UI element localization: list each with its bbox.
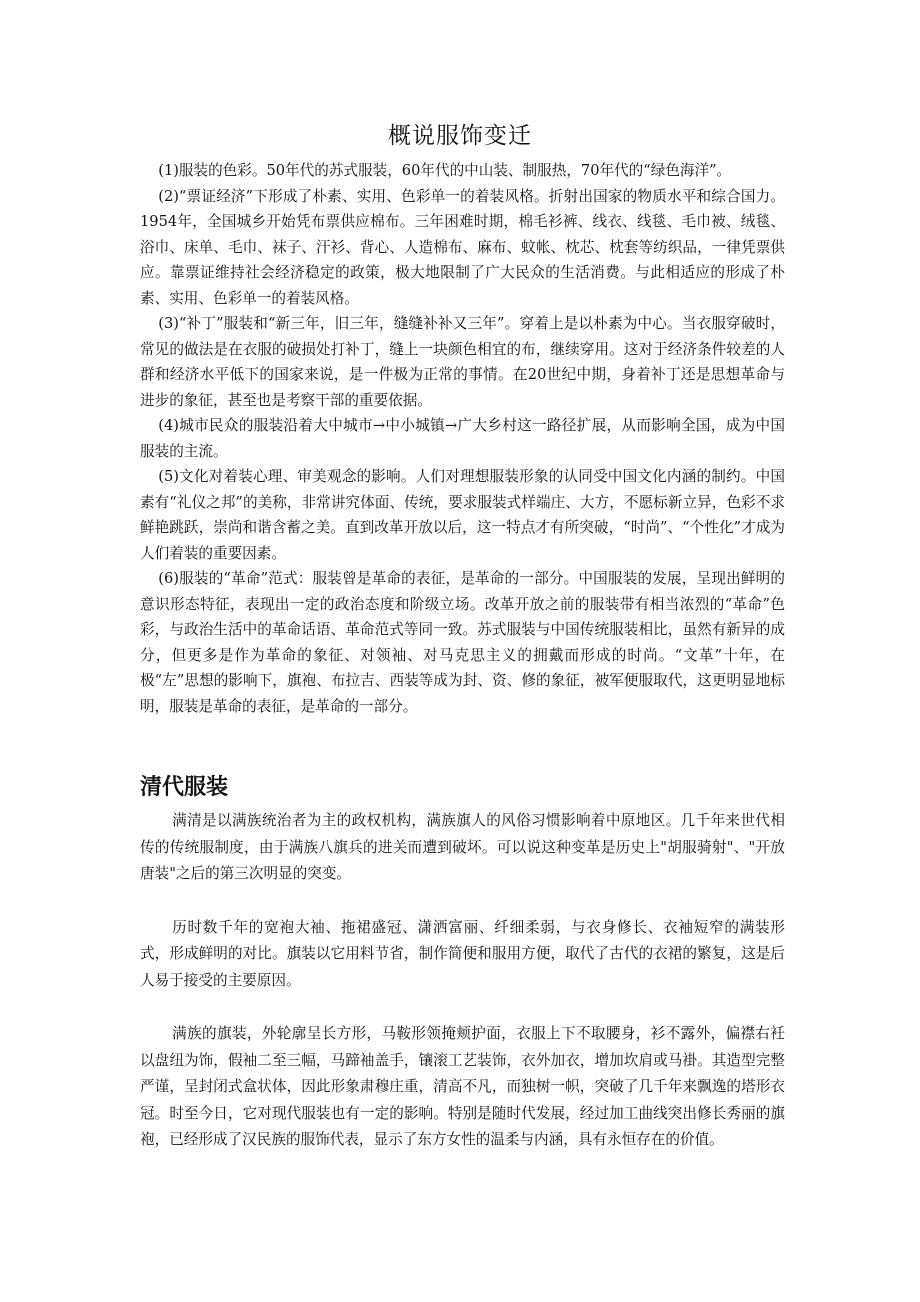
section-qing-dynasty-clothing (140, 808, 785, 1154)
paragraph: (3)“补丁”服装和“新三年，旧三年，缝缝补补又三年”。穿着上是以朴素为中心。当衣服穿破时，常见的做法是在衣服的破损处打补丁，缝上一块颜色相宜的布，继续穿用。这对于经济条件较差的人群和经济水平低下的国家来说，是一件极为正常的事情。在20世纪中期，身着补丁还是思想革命与进步的象征，甚至也是考察干部的重要依据。 (140, 315, 785, 409)
paragraph-gap (140, 994, 785, 1021)
paragraph: (5)文化对着装心理、审美观念的影响。人们对理想服装形象的认同受中国文化内涵的制约。中国素有“礼仪之邦”的美称，非常讲究体面、传统，要求服装式样端庄、大方，不愿标新立异，色彩不求鲜艳跳跃，崇尚和谐含蓄之美。直到改革开放以后，这一特点才有所突破，“时尚”、“个性化”才成为人们着装的重要因素。 (140, 468, 785, 562)
document-title: 概说服饰变迁 (388, 123, 532, 149)
paragraph: 历时数千年的宽袍大袖、拖裙盛冠、潇洒富丽、纤细柔弱，与衣身修长、衣袖短窄的满装形式，形成鲜明的对比。旗装以它用料节省，制作简便和服用方便，取代了古代的衣裙的繁复，这是后人易于接受的主要原因。 (140, 918, 785, 989)
paragraph: (4)城市民众的服装沿着大中城市→中小城镇→广大乡村这一路径扩展，从而影响全国，成为中国服装的主流。 (140, 417, 785, 460)
paragraph-gap (140, 888, 785, 915)
section-fashion-changes (140, 158, 785, 719)
paragraph: 满族的旗装，外轮廓呈长方形，马鞍形领掩颊护面，衣服上下不取腰身，衫不露外，偏襟右衽以盘纽为饰，假袖二至三幅，马蹄袖盖手，镶滚工艺装饰，衣外加衣，增加坎肩或马褂。其造型完整严谨，呈封闭式盒状体，因此形象肃穆庄重，清高不凡，而独树一帜，突破了几千年来飘逸的塔形衣冠。时至今日，它对现代服装也有一定的影响。特别是随时代发展，经过加工曲线突出修长秀丽的旗袍，已经形成了汉民族的服饰代表，显示了东方女性的温柔与内涵，具有永恒存在的价值。 (140, 1025, 785, 1148)
paragraph: (6)服装的“革命”范式：服装曾是革命的表征，是革命的一部分。中国服装的发展，呈现出鲜明的意识形态特征，表现出一定的政治态度和阶级立场。改革开放之前的服装带有相当浓烈的“革命”色彩，与政治生活中的革命话语、革命范式等同一致。苏式服装与中国传统服装相比，虽然有新异的成分，但更多是作为革命的象征、对领袖、对马克思主义的拥戴而形成的时尚。“文革”十年，在极“左”思想的影响下，旗袍、布拉吉、西装等成为封、资、修的象征，被军便服取代，这更明显地标明，服装是革命的表征，是革命的一部分。 (140, 570, 785, 715)
section-heading: 清代服装 (140, 775, 229, 800)
paragraph: (2)“票证经济”下形成了朴素、实用、色彩单一的着装风格。折射出国家的物质水平和综合国力。1954年，全国城乡开始凭布票供应棉布。三年困难时期，棉毛衫裤、线衣、线毯、毛巾被、绒毯、浴巾、床单、毛巾、袜子、汗衫、背心、人造棉布、麻布、蚊帐、枕芯、枕套等纺织品，一律凭票供应。靠票证维持社会经济稳定的政策，极大地限制了广大民众的生活消费。与此相适应的形成了朴素、实用、色彩单一的着装风格。 (140, 187, 785, 307)
paragraph: (1)服装的色彩。50年代的苏式服装，60年代的中山装、制服热，70年代的“绿色海洋”。 (158, 162, 732, 179)
paragraph: 满清是以满族统治者为主的政权机构，满族旗人的风俗习惯影响着中原地区。几千年来世代相传的传统服制度，由于满族八旗兵的进关而遭到破坏。可以说这种变革是历史上"胡服骑射"、"开放唐装"之后的第三次明显的突变。 (140, 812, 785, 882)
